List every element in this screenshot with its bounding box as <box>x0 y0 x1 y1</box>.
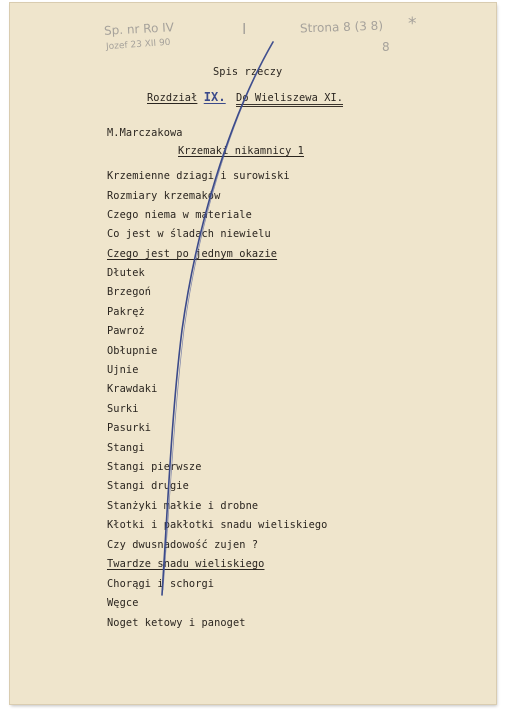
list-item: Czego niema w materiale <box>107 209 252 221</box>
list-item: Obłupnie <box>107 345 158 357</box>
pencil-note-signature: Sp. nr Ro IV <box>103 20 175 38</box>
list-item: Surki <box>107 403 139 415</box>
list-item: Brzegoń <box>107 286 152 298</box>
pen-line-trace <box>163 42 273 590</box>
list-item: Stangi drugie <box>107 480 189 492</box>
pen-line <box>162 42 273 595</box>
pencil-note-page: Strona 8 (3 8) <box>299 18 384 36</box>
list-item: Stangi <box>107 442 145 454</box>
pencil-note-roman: I <box>242 20 247 38</box>
section-subtitle: Krzemaki nikamnicy 1 <box>178 145 304 157</box>
list-item: Pawroż <box>107 325 145 337</box>
page-title: Spis rzeczy <box>213 66 283 78</box>
chapter-label: Rozdział <box>147 92 198 104</box>
list-item: Krzemienne dziagi i surowiski <box>107 170 290 182</box>
list-item: Ujnie <box>107 364 139 376</box>
pencil-note-date: Jozef 23 XII 90 <box>105 37 171 53</box>
list-item: Stangi pierwsze <box>107 461 202 473</box>
pencil-note-star: * <box>408 14 417 34</box>
list-item: Węgce <box>107 597 139 609</box>
list-item: Chorągi i schorgi <box>107 578 215 590</box>
list-item: Rozmiary krzemaków <box>107 190 221 202</box>
list-item: Noget ketowy i panoget <box>107 617 246 629</box>
list-item-underlined: Twardze snadu wieliskiego <box>107 558 265 570</box>
pencil-page-number: 8 <box>382 40 390 54</box>
list-item: Kłotki i pakłotki snadu wieliskiego <box>107 519 328 531</box>
chapter-number: IX. <box>203 90 226 104</box>
list-item: Co jest w śladach niewielu <box>107 228 271 240</box>
list-item: Pakręż <box>107 306 145 318</box>
author-name: M.Marczakowa <box>107 127 183 139</box>
chapter-title: Do Wieliszewa XI. <box>236 92 343 107</box>
list-item: Krawdaki <box>107 383 158 395</box>
list-item-underlined: Czego jest po jednym okazie <box>107 248 278 260</box>
list-item: Stanżyki małkie i drobne <box>107 500 259 512</box>
list-item: Dłutek <box>107 267 145 279</box>
list-item: Pasurki <box>107 422 152 434</box>
list-item: Czy dwusnadowość zujen ? <box>107 539 259 551</box>
